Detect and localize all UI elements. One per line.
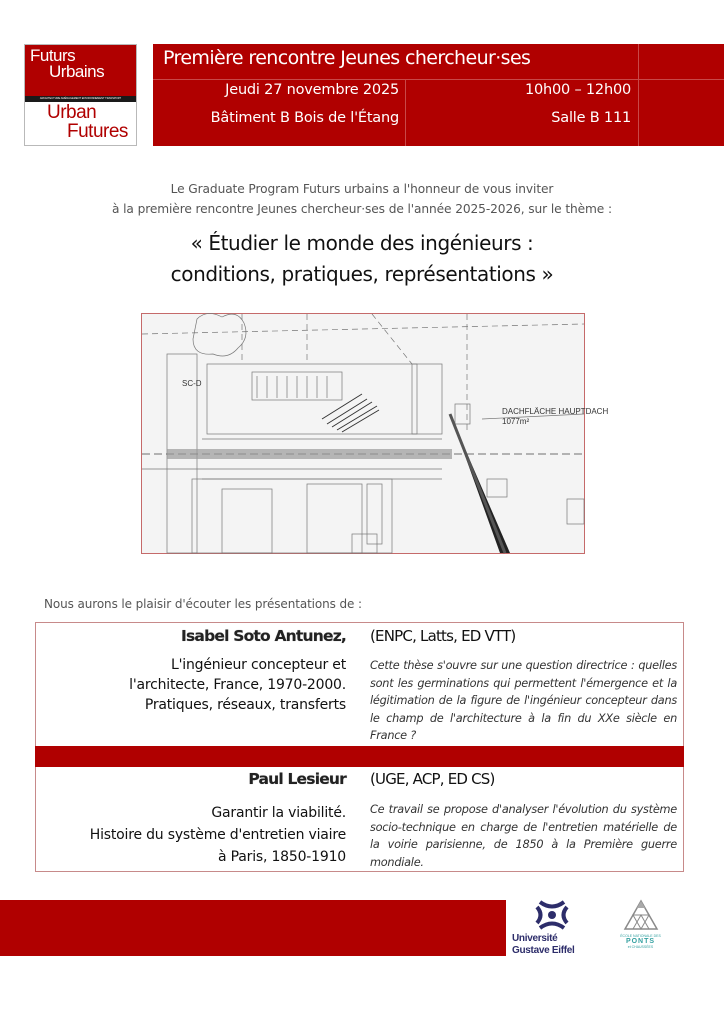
ponts-main: PONTS (625, 938, 656, 945)
event-date: Jeudi 27 novembre 2025 (225, 82, 399, 98)
presenter-name: Paul Lesieur (248, 770, 346, 788)
presentation-title-line: Histoire du système d'entretien viaire (89, 827, 346, 843)
blueprint-drawing (142, 314, 609, 553)
logo-line-1: Futurs (30, 46, 76, 65)
ponts-chaussees-logo (618, 900, 663, 955)
presentations-lead: Nous aurons le plaisir d'écouter les présentations de : (44, 597, 362, 611)
uge-name-line-2: Gustave Eiffel (512, 945, 575, 956)
invitation-line-2: à la première rencontre Jeunes chercheur·ses de l'année 2025-2026, sur le thème : (112, 202, 612, 216)
architectural-plan-image (141, 313, 609, 554)
section-divider-bar (35, 746, 684, 767)
theme-title (0, 228, 724, 290)
presentation-title (90, 802, 346, 868)
logo-line-4: Futures (67, 121, 128, 142)
presentation-title-line: L'ingénieur concepteur et (171, 657, 346, 673)
presenter-affiliation: (UGE, ACP, ED CS) (370, 770, 495, 788)
plan-label-section: SC-D (182, 379, 202, 388)
header-divider (638, 44, 639, 146)
theme-line-2: conditions, pratiques, représentations » (170, 262, 554, 286)
logo-strip: ARCHITECTURE AMÉNAGEMENT ENVIRONNEMENT TRANSPORT (25, 96, 136, 102)
ponts-top-line: ÉCOLE NATIONALE DES (620, 934, 661, 938)
presentation-title-line: à Paris, 1850-1910 (218, 849, 346, 865)
logo-line-3: Urban (47, 102, 97, 123)
invitation-line-1: Le Graduate Program Futurs urbains a l'honneur de vous inviter (170, 182, 554, 196)
logo-line-2: Urbains (49, 62, 105, 81)
header-divider (405, 80, 406, 146)
universite-gustave-eiffel-logo (512, 899, 592, 959)
plan-label-roof: DACHFLÄCHE HAUPTDACH (502, 407, 609, 416)
presentation-title (129, 655, 346, 715)
presentation-title-line: Garantir la viabilité. (211, 805, 346, 821)
presenter-affiliation: (ENPC, Latts, ED VTT) (370, 627, 516, 645)
invitation-text (0, 179, 724, 219)
presentation-title-line: l'architecte, France, 1970-2000. (129, 677, 346, 693)
event-title: Première rencontre Jeunes chercheur·ses (163, 47, 531, 69)
ponts-sub-line: et CHAUSSÉES (627, 945, 654, 949)
futurs-urbains-logo (24, 44, 137, 146)
ponts-triangle-icon (624, 900, 658, 930)
event-building: Bâtiment B Bois de l'Étang (210, 110, 399, 126)
presentation-title-line: Pratiques, réseaux, transferts (144, 697, 346, 713)
event-room: Salle B 111 (551, 110, 631, 126)
presenter-name: Isabel Soto Antunez, (181, 627, 346, 645)
theme-line-1: « Étudier le monde des ingénieurs : (190, 231, 534, 255)
uge-name-line-1: Université (512, 933, 558, 944)
footer-band (0, 900, 506, 956)
presentation-abstract: Ce travail se propose d'analyser l'évolution du système socio-technique en charge de l'entretien matérielle de la voirie parisienne, de 1850 à la Première guerre mondiale. (370, 803, 677, 869)
event-time: 10h00 – 12h00 (524, 82, 631, 98)
presentation-abstract: Cette thèse s'ouvre sur une question directrice : quelles sont les germinations qui permettent l'émergence et la légitimation de la figure de l'ingénieur concepteur dans le champ de l'architecture à la fin du XXe siècle en France ? (370, 659, 677, 742)
uge-emblem-icon (532, 899, 572, 931)
plan-label-area: 1077m² (502, 417, 530, 426)
